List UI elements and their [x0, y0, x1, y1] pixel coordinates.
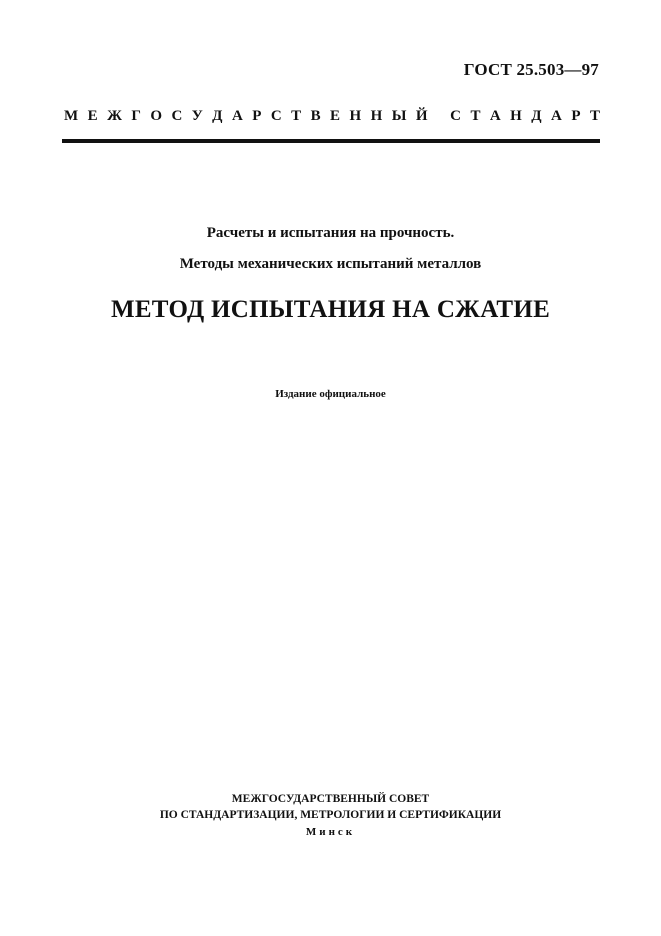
publisher-line-2: ПО СТАНДАРТИЗАЦИИ, МЕТРОЛОГИИ И СЕРТИФИКАЦИИ: [159, 809, 502, 821]
heading-letter: Т: [589, 108, 600, 124]
heading-letter: В: [310, 108, 321, 124]
standard-type-heading: [64, 108, 600, 125]
publication-city: Минск: [305, 826, 356, 838]
heading-letter: Й: [415, 108, 428, 124]
heading-letter: Е: [87, 108, 98, 124]
heading-letter: М: [64, 108, 79, 124]
heading-letter: Ы: [391, 108, 407, 124]
heading-letter: Г: [131, 108, 141, 124]
heading-letter: А: [489, 108, 501, 124]
heading-letter: Д: [531, 108, 542, 124]
subtitle-line-2: Методы механических испытаний металлов: [179, 256, 482, 272]
heading-letter: Р: [252, 108, 262, 124]
heading-letter: Н: [370, 108, 383, 124]
heading-letter: Ж: [107, 108, 122, 124]
heading-letter: А: [551, 108, 562, 124]
heading-letter: С: [171, 108, 183, 124]
document-code: ГОСТ 25.503—97: [463, 60, 599, 79]
heading-letter: Н: [510, 108, 522, 124]
publisher-line-1: МЕЖГОСУДАРСТВЕННЫЙ СОВЕТ: [231, 793, 430, 805]
heading-letter: [437, 108, 441, 125]
heading-letter: Е: [330, 108, 341, 124]
heading-letter: У: [191, 108, 203, 124]
edition-note: Издание официальное: [275, 388, 386, 400]
document-title: МЕТОД ИСПЫТАНИЯ НА СЖАТИЕ: [110, 296, 551, 323]
heading-letter: Т: [291, 108, 302, 124]
heading-letter: Т: [470, 108, 481, 124]
heading-letter: Н: [349, 108, 362, 124]
header-divider: [62, 139, 600, 143]
heading-letter: С: [450, 108, 461, 124]
heading-letter: С: [270, 108, 282, 124]
heading-letter: О: [150, 108, 162, 124]
heading-letter: Д: [212, 108, 223, 124]
heading-letter: Р: [571, 108, 581, 124]
heading-letter: А: [231, 108, 243, 124]
subtitle-line-1: Расчеты и испытания на прочность.: [206, 225, 455, 241]
